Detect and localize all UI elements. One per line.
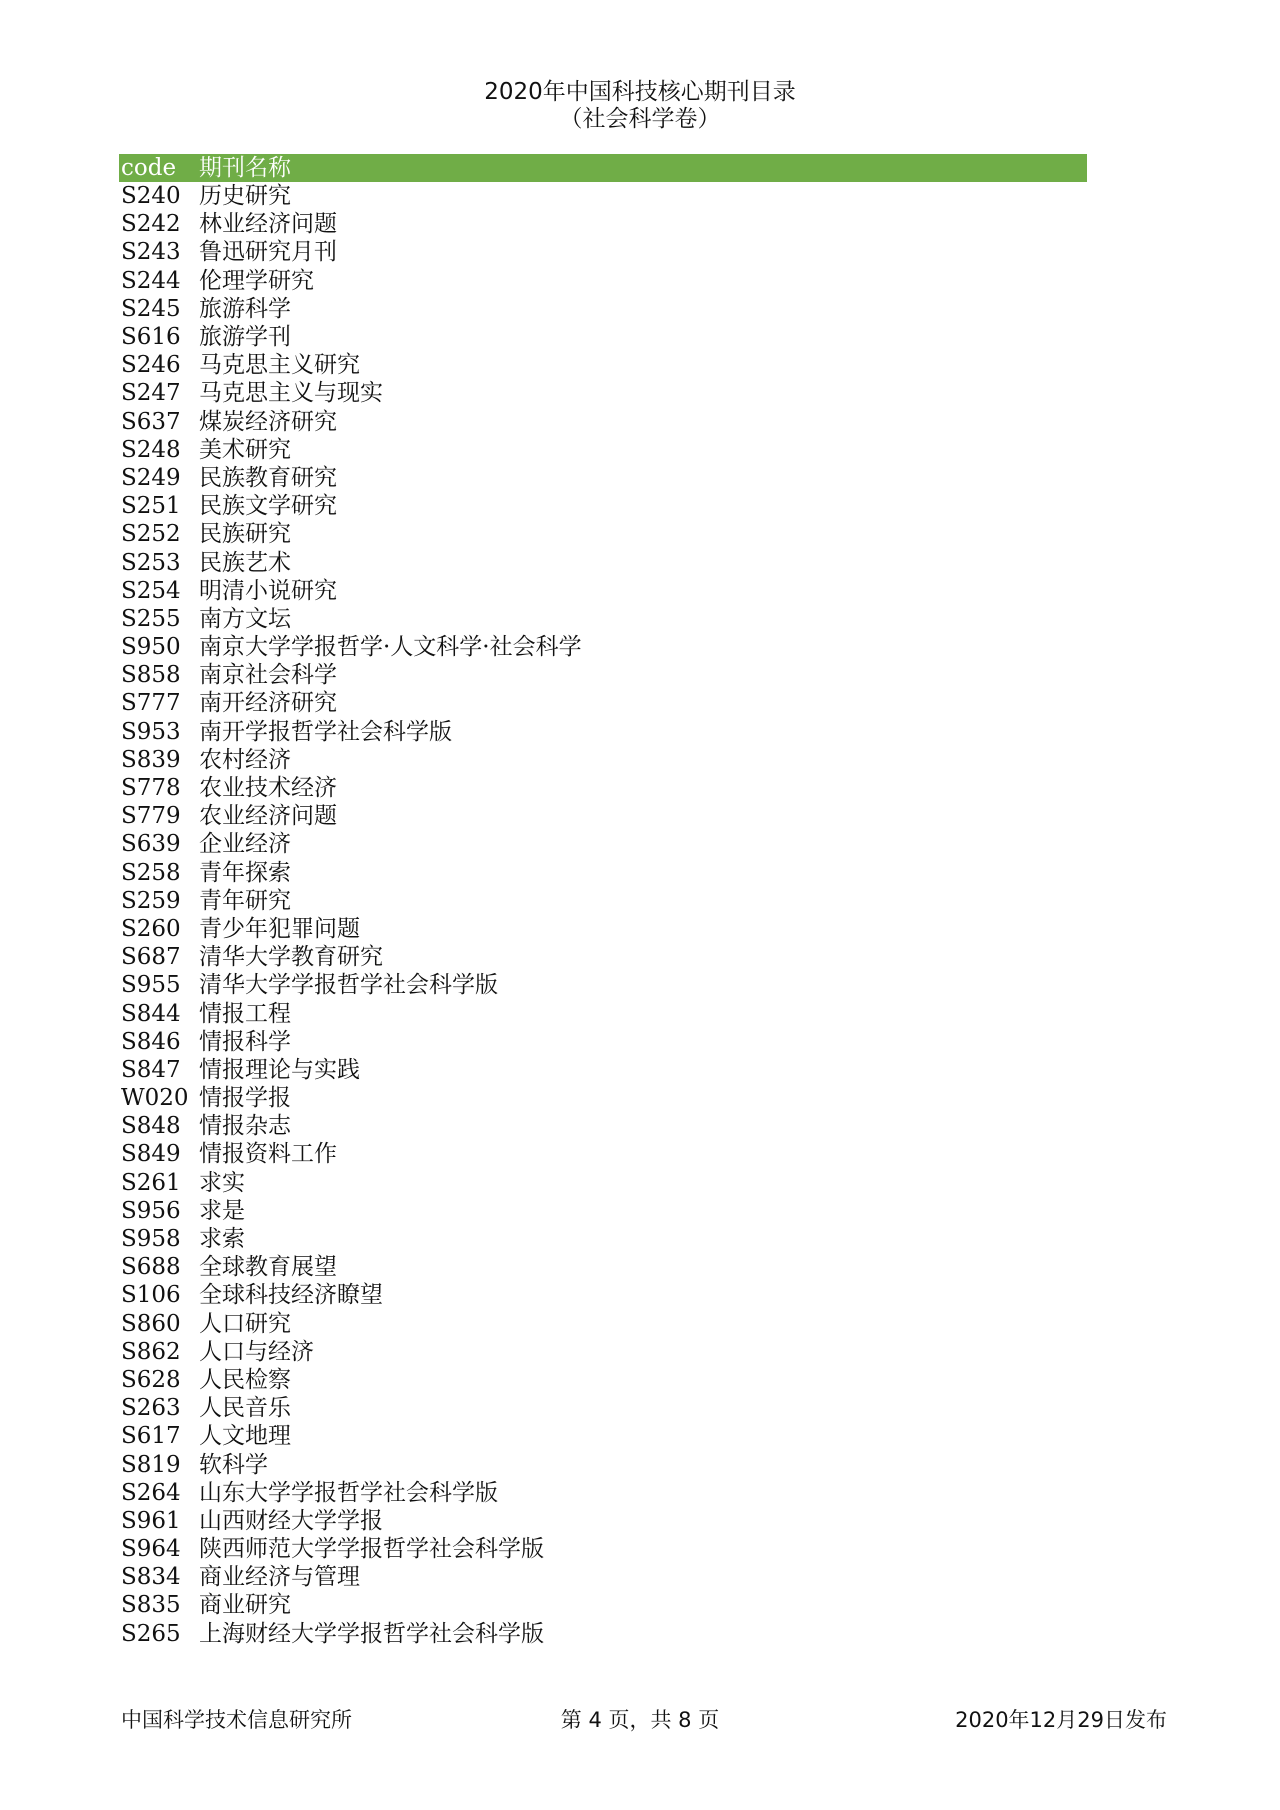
table-row (119, 464, 1087, 492)
table-row (119, 887, 1087, 915)
journal-code: S616 (121, 324, 181, 351)
journal-code: S264 (121, 1479, 181, 1506)
table-row (119, 1450, 1087, 1478)
table-row (119, 971, 1087, 999)
table-row (119, 1422, 1087, 1450)
journal-name: 企业经济 (199, 831, 291, 858)
table-row (119, 689, 1087, 717)
journal-code: S687 (121, 944, 181, 971)
journal-code: S846 (121, 1028, 181, 1055)
table-row (119, 1169, 1087, 1197)
journal-code: S254 (121, 577, 181, 604)
table-row (119, 267, 1087, 295)
footer-page-number: 第 4 页，共 8 页 (560, 1708, 720, 1732)
journal-name: 煤炭经济研究 (199, 408, 337, 435)
journal-name: 马克思主义研究 (199, 352, 360, 379)
table-row (119, 1620, 1087, 1648)
journal-name: 情报理论与实践 (199, 1056, 360, 1083)
table-row (119, 802, 1087, 830)
table-row (119, 1225, 1087, 1253)
table-row (119, 1507, 1087, 1535)
journal-name: 南开经济研究 (199, 690, 337, 717)
journal-name: 情报工程 (199, 1000, 291, 1027)
journal-name: 人口研究 (199, 1310, 291, 1337)
table-row (119, 661, 1087, 689)
journal-name: 情报科学 (199, 1028, 291, 1055)
journal-name: 历史研究 (199, 183, 291, 210)
journal-code: S252 (121, 521, 181, 548)
footer-date: 2020年12月29日发布 (955, 1708, 1167, 1732)
journal-code: S961 (121, 1507, 181, 1534)
journal-name: 民族文学研究 (199, 493, 337, 520)
journal-name: 山西财经大学学报 (199, 1507, 383, 1534)
table-row (119, 1084, 1087, 1112)
journal-code: S849 (121, 1141, 181, 1168)
journal-code: S777 (121, 690, 181, 717)
journal-code: S248 (121, 436, 181, 463)
table-row (119, 182, 1087, 210)
table-row (119, 436, 1087, 464)
journal-code: S255 (121, 605, 181, 632)
journal-name: 求索 (199, 1226, 245, 1253)
journal-name: 民族艺术 (199, 549, 291, 576)
header-code: code (121, 155, 177, 181)
table-row (119, 1535, 1087, 1563)
journal-name: 青少年犯罪问题 (199, 915, 360, 942)
journal-code: S779 (121, 803, 181, 830)
journal-code: S265 (121, 1620, 181, 1647)
journal-name: 情报资料工作 (199, 1141, 337, 1168)
journal-name: 农村经济 (199, 746, 291, 773)
journal-name: 商业经济与管理 (199, 1564, 360, 1591)
journal-name: 人口与经济 (199, 1338, 314, 1365)
table-row (119, 1310, 1087, 1338)
journal-name: 陕西师范大学学报哲学社会科学版 (199, 1536, 544, 1563)
journal-code: S261 (121, 1169, 181, 1196)
table-row (119, 605, 1087, 633)
journal-code: S259 (121, 887, 181, 914)
journal-name: 软科学 (199, 1451, 268, 1478)
table-row (119, 1366, 1087, 1394)
journal-code: S637 (121, 408, 181, 435)
table-row (119, 1394, 1087, 1422)
table-row (119, 1338, 1087, 1366)
table-row (119, 351, 1087, 379)
journal-name: 清华大学学报哲学社会科学版 (199, 972, 498, 999)
journal-name: 人文地理 (199, 1423, 291, 1450)
journal-name: 农业经济问题 (199, 803, 337, 830)
journal-name: 全球教育展望 (199, 1254, 337, 1281)
journal-code: S844 (121, 1000, 181, 1027)
journal-code: S243 (121, 239, 181, 266)
table-row (119, 718, 1087, 746)
table-row (119, 492, 1087, 520)
journal-name: 青年研究 (199, 887, 291, 914)
page-subtitle: （社会科学卷） (559, 106, 721, 132)
journal-name: 农业技术经济 (199, 775, 337, 802)
journal-name: 商业研究 (199, 1592, 291, 1619)
table-body (119, 182, 1087, 1648)
table-row (119, 210, 1087, 238)
journal-code: S245 (121, 295, 181, 322)
journal-name: 清华大学教育研究 (199, 944, 383, 971)
journal-code: S688 (121, 1254, 181, 1281)
journal-code: S247 (121, 380, 181, 407)
journal-code: S819 (121, 1451, 181, 1478)
table-row (119, 915, 1087, 943)
journal-name: 求实 (199, 1169, 245, 1196)
journal-name: 情报学报 (199, 1085, 291, 1112)
journal-code: S847 (121, 1056, 181, 1083)
journal-code: S253 (121, 549, 181, 576)
table-row (119, 1591, 1087, 1619)
table-row (119, 548, 1087, 576)
journal-name: 伦理学研究 (199, 267, 314, 294)
journal-name: 马克思主义与现实 (199, 380, 383, 407)
table-row (119, 1197, 1087, 1225)
table-row (119, 633, 1087, 661)
journal-code: S839 (121, 746, 181, 773)
journal-code: S249 (121, 464, 181, 491)
table-row (119, 1028, 1087, 1056)
journal-name: 旅游科学 (199, 295, 291, 322)
table-row (119, 323, 1087, 351)
journal-code: S251 (121, 493, 181, 520)
journal-code: S106 (121, 1282, 181, 1309)
journal-name: 旅游学刊 (199, 324, 291, 351)
table-row (119, 577, 1087, 605)
journal-code: S848 (121, 1113, 181, 1140)
journal-name: 南京社会科学 (199, 662, 337, 689)
table-row (119, 1281, 1087, 1309)
header-name: 期刊名称 (199, 155, 291, 181)
journal-code: S956 (121, 1197, 181, 1224)
journal-code: S834 (121, 1564, 181, 1591)
table-row (119, 999, 1087, 1027)
journal-table (119, 154, 1087, 1648)
table-row (119, 859, 1087, 887)
table-row (119, 379, 1087, 407)
journal-name: 人民音乐 (199, 1395, 291, 1422)
table-row (119, 1253, 1087, 1281)
journal-code: S955 (121, 972, 181, 999)
journal-code: S263 (121, 1395, 181, 1422)
journal-name: 明清小说研究 (199, 577, 337, 604)
page-title: 2020年中国科技核心期刊目录 (484, 79, 796, 105)
journal-code: S964 (121, 1536, 181, 1563)
journal-code: S862 (121, 1338, 181, 1365)
table-row (119, 238, 1087, 266)
table-row (119, 1112, 1087, 1140)
journal-code: S958 (121, 1226, 181, 1253)
journal-code: S617 (121, 1423, 181, 1450)
journal-code: S258 (121, 859, 181, 886)
journal-code: S244 (121, 267, 181, 294)
journal-name: 人民检察 (199, 1366, 291, 1393)
journal-code: S950 (121, 634, 181, 661)
table-row (119, 1563, 1087, 1591)
journal-name: 南京大学学报哲学·人文科学·社会科学 (199, 634, 582, 661)
table-row (119, 746, 1087, 774)
journal-name: 民族研究 (199, 521, 291, 548)
journal-code: S639 (121, 831, 181, 858)
table-row (119, 1140, 1087, 1168)
table-row (119, 1056, 1087, 1084)
table-row (119, 520, 1087, 548)
table-row (119, 774, 1087, 802)
journal-code: S628 (121, 1366, 181, 1393)
journal-name: 南开学报哲学社会科学版 (199, 718, 452, 745)
journal-name: 美术研究 (199, 436, 291, 463)
table-row (119, 943, 1087, 971)
journal-name: 南方文坛 (199, 605, 291, 632)
journal-name: 求是 (199, 1197, 245, 1224)
journal-name: 情报杂志 (199, 1113, 291, 1140)
journal-name: 鲁迅研究月刊 (199, 239, 337, 266)
journal-code: S953 (121, 718, 181, 745)
table-row (119, 408, 1087, 436)
journal-code: S858 (121, 662, 181, 689)
table-row (119, 830, 1087, 858)
journal-code: W020 (121, 1085, 189, 1112)
table-header (119, 154, 1087, 182)
journal-name: 林业经济问题 (199, 211, 337, 238)
journal-name: 上海财经大学学报哲学社会科学版 (199, 1620, 544, 1647)
journal-code: S778 (121, 775, 181, 802)
table-row (119, 1479, 1087, 1507)
journal-name: 青年探索 (199, 859, 291, 886)
journal-code: S835 (121, 1592, 181, 1619)
journal-code: S260 (121, 915, 181, 942)
journal-name: 山东大学学报哲学社会科学版 (199, 1479, 498, 1506)
journal-code: S246 (121, 352, 181, 379)
footer-publisher: 中国科学技术信息研究所 (121, 1708, 352, 1732)
journal-name: 全球科技经济瞭望 (199, 1282, 383, 1309)
journal-code: S860 (121, 1310, 181, 1337)
journal-name: 民族教育研究 (199, 464, 337, 491)
journal-code: S242 (121, 211, 181, 238)
journal-code: S240 (121, 183, 181, 210)
table-row (119, 295, 1087, 323)
